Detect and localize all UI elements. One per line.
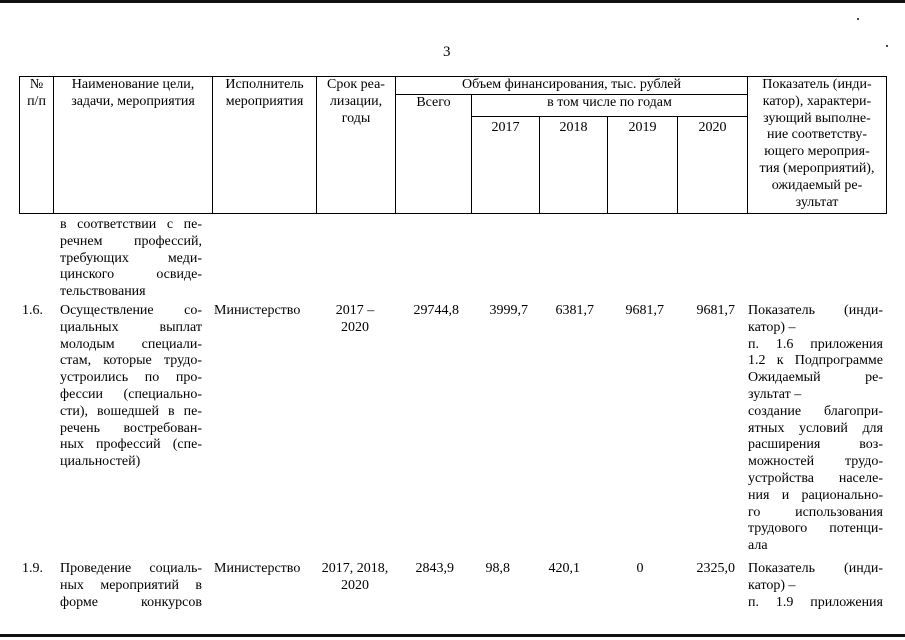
indicator-line: расширения воз- [748, 437, 883, 453]
indicator-line: устройства населе- [748, 470, 883, 486]
row-2019: 9681,7 [625, 303, 664, 318]
row-name-cell [60, 303, 202, 471]
header-indicator-line: зультат [795, 194, 839, 210]
scan-speck [886, 45, 888, 47]
indicator-line: трудового потенци- [748, 521, 883, 537]
indicator-line: п. 1.9 приложения [748, 594, 883, 610]
header-indicator-line: Показатель (инди- [762, 77, 872, 92]
indicator-line: катор) – [748, 577, 796, 593]
name-line: в соответствии с пе- [60, 217, 202, 232]
name-line: тельствования [60, 284, 146, 300]
indicator-line: катор) – [748, 319, 796, 335]
header-year-2019: 2019 [628, 120, 657, 135]
header-executor-line: Исполнитель [225, 77, 304, 92]
header-funding-label: Объем финансирования, тыс. рублей [461, 77, 682, 92]
name-line: цинского освиде- [60, 267, 202, 283]
row-executor: Министерство [214, 303, 301, 318]
header-term-line: Срок реа- [327, 77, 385, 92]
indicator-line: го использования [748, 504, 883, 520]
indicator-line: можностей трудо- [748, 454, 883, 470]
row-number: 1.9. [22, 561, 43, 576]
row-indicator-cell [748, 303, 883, 555]
row-indicator-cell [748, 561, 883, 611]
header-year-2018: 2018 [559, 120, 588, 135]
row-2020: 2325,0 [696, 561, 735, 576]
row-2020: 9681,7 [696, 303, 735, 318]
term-line: 2020 [341, 319, 369, 335]
indicator-line: п. 1.6 приложения [748, 336, 883, 352]
row-total: 29744,8 [413, 303, 459, 318]
row-number: 1.6. [22, 303, 43, 318]
indicator-line: зультат – [748, 386, 802, 402]
header-number-line: № [29, 77, 44, 92]
indicator-line: Показатель (инди- [748, 303, 883, 318]
indicator-line: ятных условий для [748, 420, 883, 436]
header-name-line: Наименование цели, [71, 77, 195, 92]
bottom-border-rule [0, 634, 905, 637]
header-by-year-cell [472, 95, 747, 112]
indicator-line: создание благопри- [748, 403, 883, 419]
header-name-cell [54, 77, 212, 111]
header-indicator-cell [748, 77, 886, 211]
header-funding-cell [396, 77, 747, 94]
name-line: форме конкурсов [60, 594, 202, 610]
row-name-cell [60, 561, 202, 611]
header-term-line: лизации, [329, 93, 383, 109]
row-2017: 98,8 [485, 561, 510, 576]
header-indicator-line: ние соответству- [766, 127, 867, 143]
row-total: 2843,9 [415, 561, 454, 576]
header-indicator-line: ющего мероприя- [764, 144, 870, 160]
header-indicator-line: тия (мероприятий), [759, 160, 875, 176]
name-line: стам, которые трудо- [60, 353, 202, 369]
term-line: 2020 [341, 577, 369, 593]
continuation-name-cell [60, 217, 202, 301]
indicator-line: 1.2 к Подпрограмме [748, 353, 883, 369]
indicator-line: ала [748, 538, 768, 554]
header-term-line: годы [341, 110, 371, 126]
name-line: Осуществление со- [60, 303, 202, 318]
header-total-cell [396, 95, 471, 112]
name-line: ных мероприятий в [60, 577, 202, 593]
name-line: молодым специали- [60, 336, 202, 352]
row-2019: 0 [636, 561, 644, 576]
row-executor: Министерство [214, 561, 301, 576]
term-line: 2017 – [335, 303, 375, 318]
table-header [19, 76, 887, 214]
page-number: 3 [443, 44, 451, 60]
row-term [316, 303, 394, 337]
top-border-rule [0, 0, 905, 3]
header-year-2017: 2017 [491, 120, 520, 135]
row-2018: 420,1 [548, 561, 580, 576]
term-line: 2017, 2018, [321, 561, 389, 576]
row-2017: 3999,7 [489, 303, 528, 318]
name-line: циальностей) [60, 454, 141, 470]
name-line: речнем профессий, [60, 233, 202, 249]
header-indicator-line: ожидаемый ре- [771, 177, 863, 193]
name-line: требующих меди- [60, 250, 202, 266]
header-term-cell [317, 77, 395, 127]
name-line: сти), вошедшей в пе- [60, 403, 202, 419]
name-line: ных профессий (спе- [60, 437, 202, 453]
header-indicator-line: катор), характери- [762, 93, 872, 109]
indicator-line: ния и рационально- [748, 487, 883, 503]
indicator-line: Показатель (инди- [748, 561, 883, 576]
header-by-year-label: в том числе по годам [547, 95, 672, 110]
row-2018: 6381,7 [555, 303, 594, 318]
header-year-2020: 2020 [698, 120, 727, 135]
header-executor-line: мероприятия [225, 93, 304, 109]
header-indicator-line: зующий выполне- [763, 110, 871, 126]
header-total-label: Всего [416, 95, 451, 110]
name-line: устроились по про- [60, 370, 202, 386]
header-number-cell [20, 77, 53, 111]
scan-speck [857, 18, 859, 20]
name-line: фессии (специально- [60, 386, 202, 402]
row-term [316, 561, 394, 595]
header-number-line: п/п [27, 93, 46, 109]
name-line: циальных выплат [60, 319, 202, 335]
header-name-line: задачи, мероприятия [71, 93, 195, 109]
header-executor-cell [213, 77, 316, 111]
name-line: речень востребован- [60, 420, 202, 436]
name-line: Проведение социаль- [60, 561, 202, 576]
indicator-line: Ожидаемый ре- [748, 370, 883, 386]
